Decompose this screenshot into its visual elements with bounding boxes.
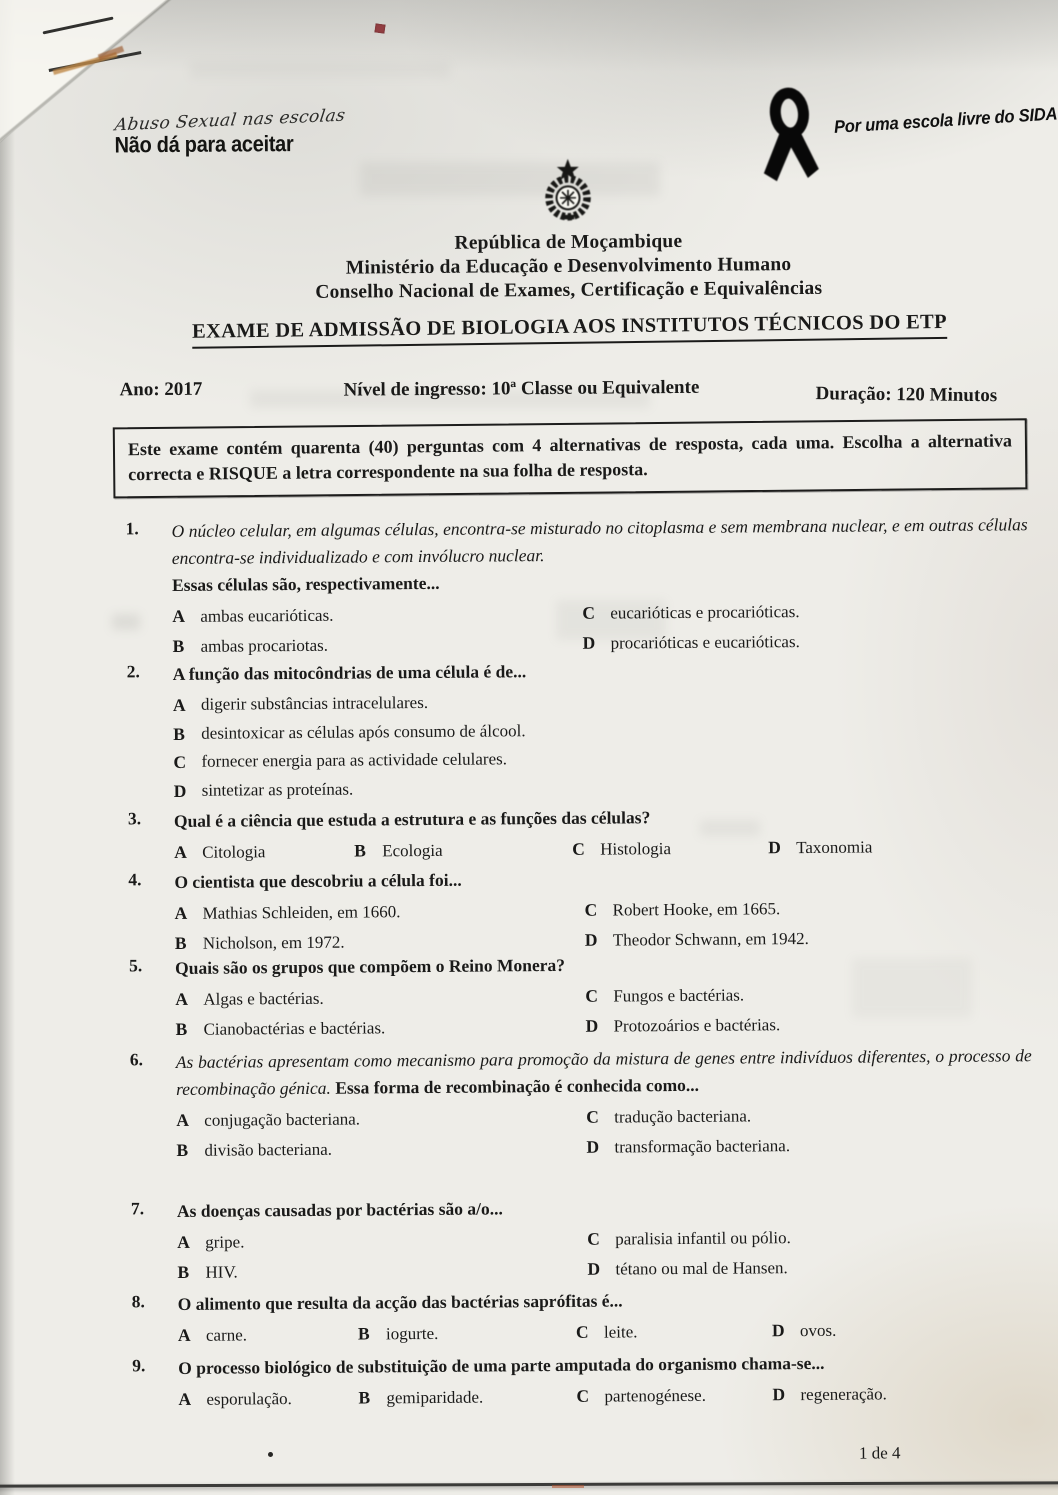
options — [178, 1378, 1034, 1414]
question-stem — [172, 511, 1029, 599]
question-number: 9. — [132, 1355, 146, 1376]
option-letter: C — [586, 1106, 599, 1127]
question — [117, 654, 1030, 805]
option-letter: A — [178, 1388, 192, 1409]
option — [354, 835, 572, 866]
option-letter: D — [772, 1384, 786, 1405]
option-text: sintetizar as proteínas. — [201, 779, 354, 800]
question — [118, 801, 1030, 868]
option — [587, 1221, 1033, 1254]
questions — [116, 507, 1032, 1409]
option-text: iogurte. — [385, 1323, 439, 1344]
question-stem-part: Qual é a ciência que estuda a estrutura e as funções das células? — [173, 807, 651, 831]
option — [576, 1380, 772, 1411]
ribbon-caption: Por uma escola livre do SIDA — [833, 104, 1058, 138]
option-letter: A — [172, 605, 186, 626]
question-number: 4. — [128, 869, 142, 890]
options — [175, 978, 1031, 1044]
option — [772, 1378, 1034, 1410]
question-stem-part: Quais são os grupos que compõem o Reino Monera? — [174, 954, 566, 978]
option — [175, 1011, 585, 1044]
option-letter: C — [582, 602, 596, 623]
question — [121, 1191, 1034, 1287]
option-text: fornecer energia para as actividade celulares. — [201, 749, 508, 771]
option-letter: A — [176, 1109, 189, 1130]
option-text: Ecologia — [382, 840, 443, 861]
question-body — [174, 862, 1031, 958]
option-text: regeneração. — [800, 1384, 887, 1405]
mozambique-coat-of-arms-icon — [540, 159, 597, 228]
question-stem-part: Essas células são, respectivamente... — [171, 572, 440, 595]
option-text: carne. — [205, 1325, 248, 1345]
option-text: Histologia — [600, 839, 672, 859]
question-body — [177, 1191, 1034, 1287]
option-text: procarióticas e eucarióticas. — [610, 631, 800, 653]
option-text: Algas e bactérias. — [203, 988, 324, 1009]
option-text: Nicholson, em 1972. — [202, 932, 345, 953]
option-text: paralisia infantil ou pólio. — [615, 1228, 791, 1249]
option — [768, 831, 1030, 863]
option-letter: A — [172, 694, 186, 715]
option-letter: B — [174, 932, 187, 953]
question-body — [178, 1348, 1034, 1414]
question-stem — [173, 654, 1029, 688]
option-text: partenogénese. — [604, 1385, 707, 1406]
option-text: digerir substâncias intracelulares. — [200, 692, 429, 714]
question-body — [178, 1284, 1034, 1350]
option-text: desintoxicar as células após consumo de álcool. — [201, 720, 526, 743]
option-letter: D — [584, 929, 598, 950]
option-letter: B — [173, 723, 185, 744]
option-letter: B — [358, 1387, 371, 1408]
option — [178, 1320, 358, 1351]
question-body — [176, 1042, 1033, 1165]
option-letter: A — [177, 1324, 191, 1345]
option-letter: C — [572, 838, 585, 859]
option-letter: B — [177, 1261, 190, 1282]
options — [176, 1099, 1032, 1165]
option — [772, 1314, 1034, 1346]
option-text: conjugação bacteriana. — [204, 1109, 361, 1130]
option — [576, 1316, 772, 1347]
option-text: Fungos e bactérias. — [613, 985, 745, 1006]
option-text: Citologia — [202, 842, 266, 862]
option — [174, 837, 354, 868]
question-number: 3. — [127, 808, 142, 829]
question-body — [173, 654, 1030, 805]
option-text: Mathias Schleiden, em 1660. — [202, 902, 401, 923]
option-text: ovos. — [799, 1320, 837, 1341]
option-letter: A — [175, 988, 189, 1009]
question-stem-part: A função das mitocôndrias de uma célula é de... — [172, 661, 527, 684]
question — [122, 1284, 1034, 1351]
header-council: Conselho Nacional de Exames, Certificação e Equivalências — [315, 277, 823, 303]
option — [176, 1103, 586, 1136]
option-text: HIV. — [205, 1261, 238, 1282]
option-letter: C — [585, 985, 599, 1006]
question — [119, 948, 1032, 1044]
question-body — [174, 801, 1030, 867]
question-body — [175, 948, 1032, 1044]
option-text: divisão bacteriana. — [204, 1139, 333, 1160]
campaign-slogan-bold: Não dá para aceitar — [114, 132, 294, 159]
question-stem-part: As bactérias apresentam como mecanismo para promoção da mistura de genes entre indivíduos diferentes, o processo de recombinação génica. — [175, 1045, 1032, 1099]
option — [586, 1129, 1032, 1162]
question-number: 7. — [130, 1198, 145, 1219]
option — [177, 1225, 587, 1258]
meta-level: Nível de ingresso: 10ª Classe ou Equivalente — [343, 376, 700, 401]
option-letter: C — [173, 751, 187, 772]
question-stem — [176, 1042, 1032, 1103]
option — [174, 770, 1030, 805]
question-stem — [178, 1284, 1034, 1318]
question-number: 6. — [129, 1049, 143, 1070]
options — [172, 595, 1028, 661]
option-text: gripe. — [205, 1232, 245, 1252]
meta-duration: Duração: 120 Minutos — [815, 383, 998, 407]
question-number: 5. — [128, 955, 143, 976]
option-text: Theodor Schwann, em 1942. — [612, 928, 809, 950]
option-text: Robert Hooke, em 1665. — [612, 899, 781, 920]
option-letter: C — [576, 1385, 590, 1406]
option — [177, 1254, 587, 1287]
exam-title: EXAME DE ADMISSÃO DE BIOLOGIA AOS INSTITUTOS TÉCNICOS DO ETP — [191, 311, 946, 349]
header-country: República de Moçambique — [454, 230, 683, 254]
options — [173, 684, 1030, 805]
option-text: Cianobactérias e bactérias. — [203, 1017, 386, 1039]
option-letter: B — [172, 635, 185, 656]
question-body — [172, 511, 1029, 661]
option-text: transformação bacteriana. — [614, 1135, 791, 1157]
option — [175, 896, 585, 929]
meta-year: Ano: 2017 — [119, 378, 203, 401]
option-text: Taxonomia — [796, 837, 873, 858]
question-stem-part: As doenças causadas por bactérias são a/o... — [176, 1198, 503, 1221]
option — [582, 625, 1028, 658]
option — [585, 1008, 1031, 1041]
option-text: eucarióticas e procarióticas. — [610, 602, 800, 623]
options — [177, 1221, 1033, 1287]
question-stem-part: O núcleo celular, em algumas células, encontra-se misturado no citoplasma e sem membrana nuclear, e em outras células encontra-se individualizado e com invólucro nuclear. — [171, 514, 1028, 568]
question — [122, 1348, 1034, 1415]
option — [358, 1382, 576, 1413]
question — [116, 511, 1029, 661]
option-letter: C — [587, 1228, 600, 1249]
option — [178, 1384, 358, 1415]
option-letter: B — [176, 1139, 189, 1160]
option — [585, 892, 1031, 925]
option-letter: D — [771, 1320, 785, 1341]
question-stem — [178, 1348, 1034, 1382]
question-number: 1. — [125, 518, 139, 539]
instructions-box: Este exame contém quarenta (40) perguntas com 4 alternativas de resposta, cada uma. Escolha a alternativa correcta e RISQUE a letra correspondente na sua folha de resposta. — [113, 418, 1028, 498]
campaign-slogan-script: Abuso Sexual nas escolas — [113, 105, 347, 136]
option-letter: B — [175, 1018, 188, 1039]
question-stem-part: Essa forma de recombinação é conhecida como... — [335, 1074, 700, 1098]
question-number: 8. — [131, 1291, 145, 1312]
option-letter: A — [177, 1231, 190, 1252]
option-text: ambas procariotas. — [200, 635, 329, 656]
option-letter: C — [584, 899, 598, 920]
options — [175, 892, 1031, 958]
option — [172, 599, 582, 632]
option — [176, 1132, 586, 1165]
question — [120, 1042, 1033, 1165]
question-number: 2. — [126, 661, 140, 682]
option-text: tradução bacteriana. — [614, 1106, 752, 1127]
option — [585, 978, 1031, 1011]
option-letter: D — [582, 632, 596, 653]
question-stem-part: O processo biológico de substituição de uma parte amputada do organismo chama-se... — [178, 1352, 825, 1378]
page-number: 1 de 4 — [858, 1443, 901, 1463]
option-text: gemiparidade. — [386, 1387, 484, 1408]
document-header — [78, 155, 1058, 348]
option-letter: D — [587, 1258, 601, 1279]
option-text: Protozoários e bactérias. — [613, 1014, 781, 1036]
option-letter: B — [354, 840, 366, 861]
option-letter: D — [586, 1136, 600, 1157]
option — [172, 628, 582, 661]
option — [175, 982, 585, 1015]
option-text: ambas eucarióticas. — [200, 605, 334, 626]
question — [118, 862, 1031, 958]
option-letter: C — [575, 1321, 589, 1342]
option-letter: A — [174, 841, 187, 862]
option-letter: D — [173, 780, 187, 801]
option-letter: D — [768, 837, 781, 858]
question-stem — [177, 1191, 1033, 1225]
option-text: leite. — [603, 1322, 638, 1342]
question-stem — [174, 862, 1030, 896]
question-stem — [174, 801, 1030, 835]
options — [178, 1314, 1034, 1350]
question-stem-part: O alimento que resulta da acção das bactérias saprófitas é... — [177, 1290, 623, 1314]
option — [358, 1318, 576, 1349]
option-text: tétano ou mal de Hansen. — [615, 1257, 788, 1279]
question-stem-part: O cientista que descobriu a célula foi... — [174, 869, 462, 892]
option — [582, 595, 1028, 628]
option-letter: A — [174, 902, 188, 923]
option-text: esporulação. — [206, 1389, 292, 1409]
option-letter: D — [585, 1015, 599, 1036]
header-ministry: Ministério da Educação e Desenvolvimento Humano — [345, 254, 792, 279]
option — [572, 833, 768, 864]
options — [174, 831, 1030, 867]
option — [586, 1099, 1032, 1132]
option — [587, 1251, 1033, 1284]
question-stem — [175, 948, 1031, 982]
option-letter: B — [357, 1323, 370, 1344]
